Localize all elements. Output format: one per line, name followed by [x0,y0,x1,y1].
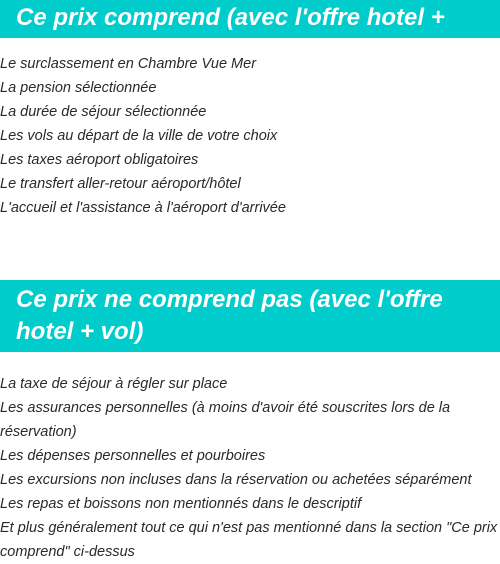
list-item: L'accueil et l'assistance à l'aéroport d'arrivée [0,200,286,216]
excludes-list [0,372,500,564]
list-item: Et plus généralement tout ce qui n'est pas mentionné dans la section "Ce prix comprend" ci-dessus [0,519,498,560]
list-item: La taxe de séjour à régler sur place [0,375,228,392]
excludes-heading: Ce prix ne comprend pas (avec l'offre hotel + vol) [0,280,500,352]
list-item: La pension sélectionnée [0,80,157,96]
list-item: Les excursions non incluses dans la réservation ou achetées séparément [0,471,472,488]
list-item: Les assurances personnelles (à moins d'avoir été souscrites lors de la réservation) [0,399,451,440]
list-item: Les vols au départ de la ville de votre choix [0,128,278,144]
list-item: Les taxes aéroport obligatoires [0,152,199,168]
list-item: Les dépenses personnelles et pourboires [0,447,266,464]
list-item: La durée de séjour sélectionnée [0,104,207,120]
list-item: Les repas et boissons non mentionnés dans le descriptif [0,495,362,512]
includes-heading: Ce prix comprend (avec l'offre hotel + vol) [0,0,500,38]
list-item: Le transfert aller-retour aéroport/hôtel [0,176,241,192]
includes-list [0,52,500,220]
list-item: Le surclassement en Chambre Vue Mer [0,56,257,72]
